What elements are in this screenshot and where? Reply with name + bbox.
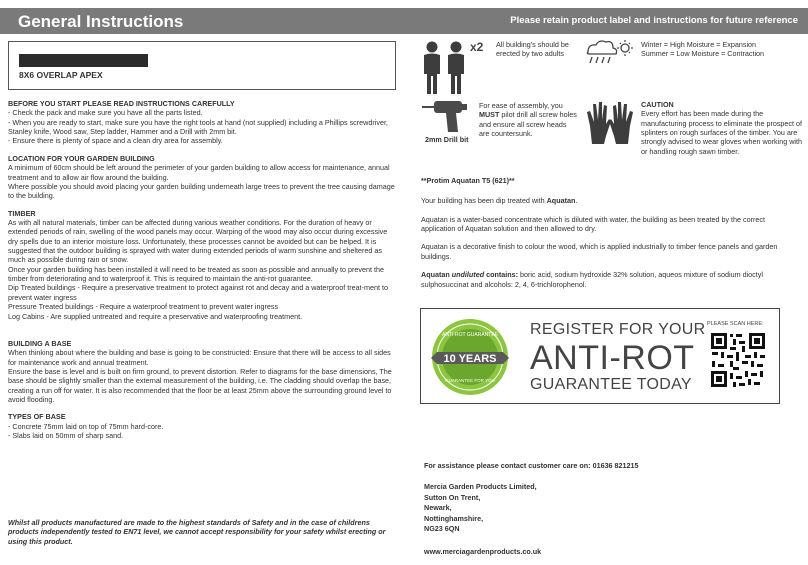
contact-section [424,461,804,556]
text-line: - Slabs laid on 50mm of sharp sand. [8,431,124,441]
instructions-column [8,99,398,449]
text-line: - Concrete 75mm laid on top of 75mm hard-core. [8,421,164,431]
company-address [424,482,804,534]
caution-block [641,100,805,156]
customer-care-line: For assistance please contact customer care on: 01636 821215 [424,461,639,470]
paragraph: Dip Treated buildings - Require a preservative treatment to protect against rot and decay and a waterproof treat-ment to prevent water ingress [8,283,388,302]
section-timber [8,209,398,321]
treatment-dip [421,196,801,205]
address-line: Newark, [424,503,452,513]
paragraph: Once your garden building has been installed it will need to be treated as soon as possible and annually to prevent the timber from deteriorating and to waterproof it. This is required to maintain the anti-rot guarantee. [8,264,384,284]
weather-icon [584,38,634,70]
product-label-box [8,41,396,90]
treatment-section [421,176,801,298]
people-count: x2 [470,40,484,54]
safety-disclaimer: Whilst all products manufactured are made to the highest standards of Safety and in the case of childrens products independently tested to EN71 level, we cannot accept responsibility for your safety whilst erecting or using this product. [8,518,386,546]
drill-text [479,101,577,138]
dip-text-product: Aquatan [546,196,576,206]
section-before-start [8,99,398,146]
section-heading: BEFORE YOU START PLEASE READ INSTRUCTIONS CAREFULLY [8,99,235,108]
contents-list: boric acid, sodium hydroxide 32% solution, aqueos mixture of sodium dioctyl sulphosuccinat and alcohols: 2, 4, 6-trichlorophenol. [421,270,763,289]
qr-code-icon[interactable] [709,331,767,389]
section-types-of-base [8,412,398,440]
dip-text-start: Your building has been dip treated with [421,196,547,206]
treatment-paragraph: Aquatan is a decorative finish to colour the wood, which is applied industrially to timber fence panels and garden buildings. [421,242,778,261]
drill-text-start: For ease of assembly, you [479,101,563,110]
guarantee-line: GUARANTEE TODAY [530,376,692,393]
treatment-paragraph: Aquatan is a water-based concentrate which is diluted with water, the building as been treated by the correct application of Aquatan solution and then allowed to dry. [421,214,766,234]
section-location [8,154,398,201]
paragraph: A minimum of 60cm should be left around the perimeter of your garden building to allow access for maintenance, annual treatment and to allow air flow around the building. [8,163,390,182]
weather-text [641,40,806,59]
anti-rot-guarantee-banner [420,308,780,404]
address-line: Sutton On Trent, [424,492,481,502]
redacted-bar [19,54,148,67]
contents-undiluted: undiluted [451,270,485,280]
paragraph: Where possible you should avoid placing your garden building underneath large trees to prevent the tree causing damage to the building. [8,181,395,201]
drill-icon [420,98,470,136]
paragraph: Log Cabins - Are supplied untreated and require a preservative and waterproofing treatment. [8,311,303,321]
guarantee-badge-icon [429,316,511,398]
anti-rot-title: ANTI-ROT [530,339,695,377]
caution-heading: CAUTION [641,100,674,109]
people-text: All building's should be erected by two adults [496,40,569,59]
text-line: - Check the pack and make sure you have all the parts listed. [8,108,203,118]
product-name: 8X6 OVERLAP APEX [19,70,103,80]
scan-label: PLEASE SCAN HERE: [707,321,764,327]
page-title: General Instructions [18,12,184,31]
badge-bottom-text: GUARANTEE FOR YOU [445,378,495,383]
paragraph: Ensure the base is level and is built on firm ground, to prevent distortion. Refer to diagrams for the base dimensions, The base should be slightly smaller than the external measurement of the building, i.e. The cladding should overlap the base, creating a run off for water. It is also recommended that the floor be at least 25mm above the surrounding ground level to avoid flooding. [8,366,392,405]
dip-text-end: . [575,196,578,206]
text-line: - When you are ready to start, make sure you have the right tools at hand (not supplied) including a Phillips screwdriver, Stanley knife, Wood saw, Step ladder, Hammer and a Drill with 2mm bit. [8,117,388,137]
address-line: NG23 6QN [424,524,460,534]
weather-winter: Winter = High Moisture = Expansion [641,40,757,49]
drill-text-end: pilot drill all screw holes and ensure all screw heads are countersunk. [479,110,577,139]
caution-text: Every effort has been made during the manufacturing process to eliminate the prospect of splinters on rough surfaces of the timber. You are strongly advised to wear gloves when working with or handling rough sawn timber. [641,109,803,156]
section-heading: LOCATION FOR YOUR GARDEN BUILDING [8,153,155,163]
header-subtitle: Please retain product label and instructions for future reference [510,15,798,26]
paragraph: As with all natural materials, timber can be affected during various weather conditions. For the duration of heavy or extended periods of rain, swelling of the wood panels may occur. Warping of the wood may also occur during excessive dry spells due to an interior moisture loss. Unfortunately, these processes cannot be avoided but can be helped. It is suggested that the outdoor building is sprayed with water during extended periods of warm sunshine and sheltered as much as possible during rain or snow. [8,217,388,265]
contents-label: contains: [484,270,519,280]
paragraph: Pressure Treated buildings - Require a waterproof treatment to prevent water ingress [8,302,279,312]
section-heading: BUILDING A BASE [8,338,72,348]
paragraph: When thinking about where the building and base is going to be constructed: Ensure that there will be access to all sides for maintenance work and annual treatment. [8,348,391,367]
drill-text-must: MUST [479,110,500,120]
website-link[interactable]: www.merciagardenproducts.co.uk [424,546,542,556]
text-line: - Ensure there is plenty of space and a clean dry area for assembly. [8,136,223,146]
badge-top-text: ANTI-ROT GUARANTEE [441,332,499,338]
section-heading: TYPES OF BASE [8,412,66,422]
section-heading: TIMBER [8,208,36,218]
drill-bit-label: 2mm Drill bit [425,135,469,144]
two-people-icon [420,40,470,98]
contents-product: Aquatan [421,270,452,280]
weather-summer: Summer = Low Moisture = Contraction [641,49,765,59]
treatment-title: **Protim Aquatan T5 (621)** [421,176,515,185]
address-line: Nottinghamshire, [424,513,484,523]
register-line: REGISTER FOR YOUR [530,321,706,338]
header-bar [0,8,808,34]
treatment-contents [421,270,801,289]
section-base [8,339,398,405]
address-line: Mercia Garden Products Limited, [424,482,537,492]
gloves-icon [584,98,636,148]
badge-years-text: 10 YEARS [443,353,497,365]
